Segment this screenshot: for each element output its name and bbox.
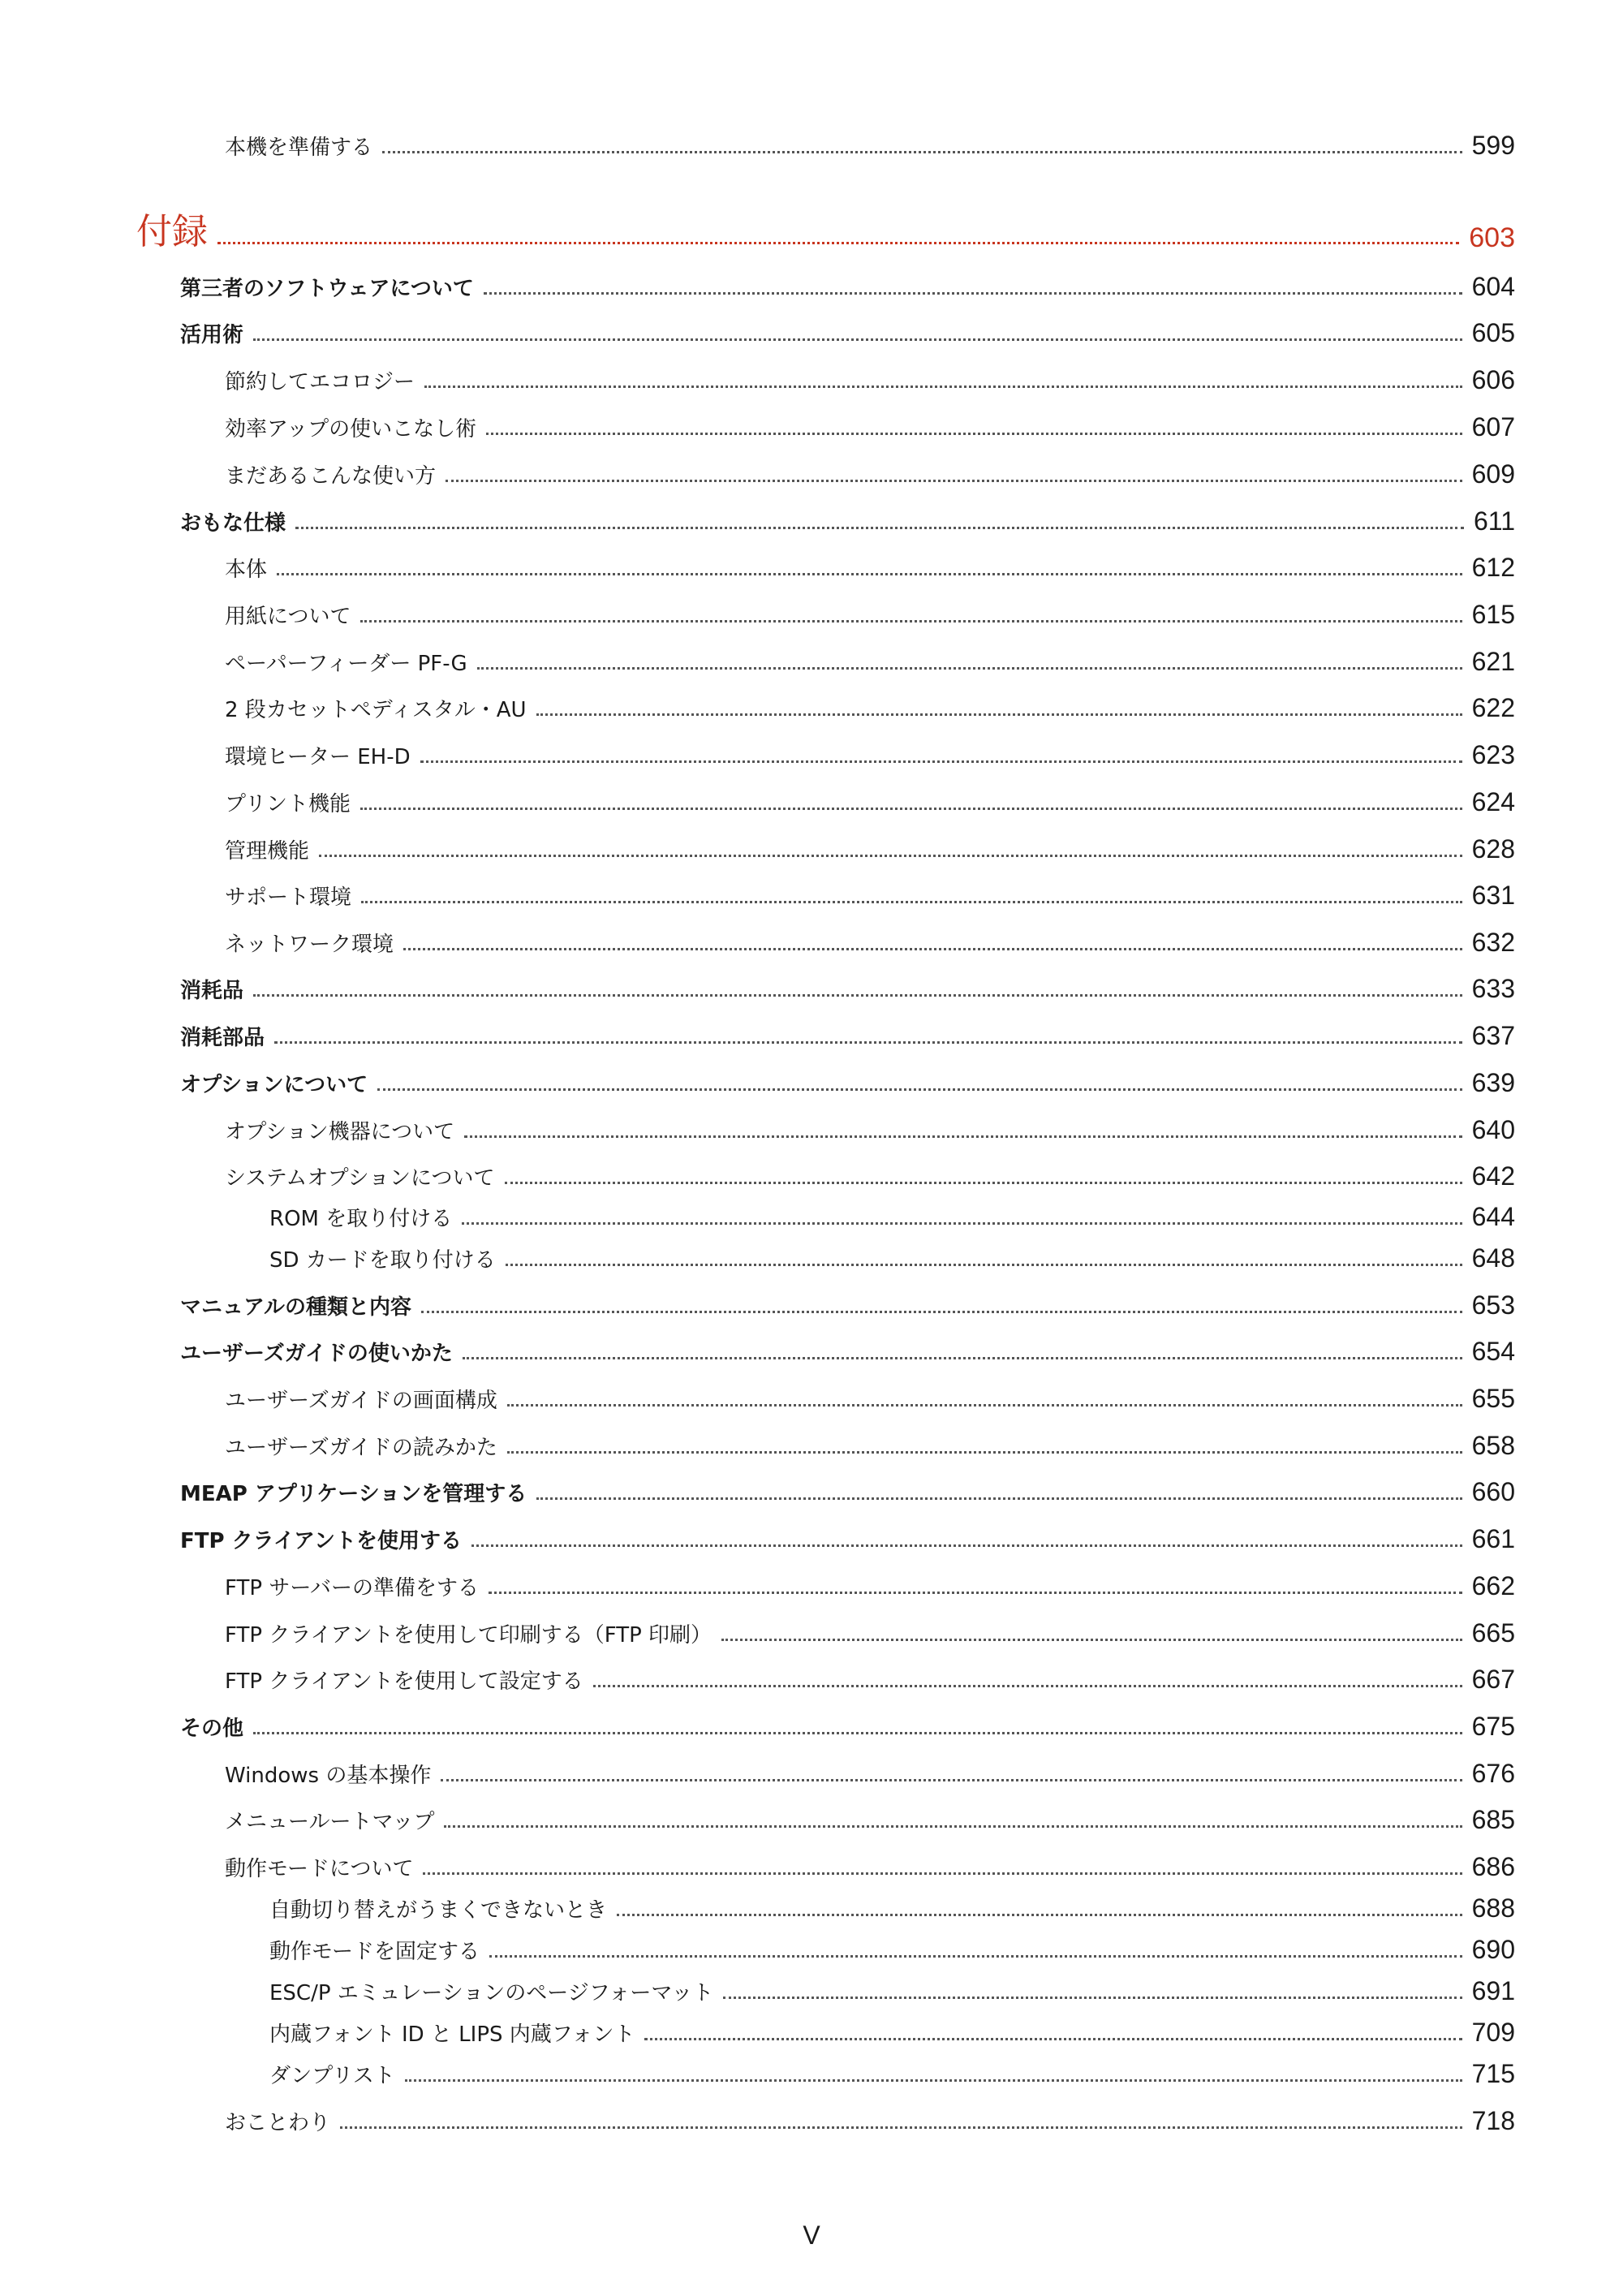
dot-leader bbox=[253, 994, 1462, 997]
toc-entry-title: ユーザーズガイドの読みかた bbox=[225, 1436, 497, 1460]
toc-subsection[interactable] bbox=[225, 596, 1515, 630]
dot-leader bbox=[253, 1732, 1462, 1734]
toc-section[interactable] bbox=[180, 970, 1515, 1004]
dot-leader bbox=[644, 2038, 1462, 2040]
toc-entry-title: まだあるこんな使い方 bbox=[225, 464, 437, 489]
toc-entry-page: 639 bbox=[1471, 1068, 1515, 1097]
toc-subsection[interactable] bbox=[225, 1567, 1515, 1601]
dot-leader bbox=[277, 573, 1462, 575]
toc-subsection[interactable] bbox=[225, 1111, 1515, 1145]
toc-subsection[interactable] bbox=[225, 1380, 1515, 1414]
toc-entry-page: 642 bbox=[1471, 1161, 1515, 1191]
dot-leader bbox=[506, 1264, 1462, 1266]
toc-section[interactable] bbox=[180, 1064, 1515, 1098]
toc-entry-title: MEAP アプリケーションを管理する bbox=[180, 1482, 527, 1506]
toc-subsection[interactable] bbox=[225, 736, 1515, 770]
dot-leader bbox=[295, 527, 1464, 529]
toc-section[interactable] bbox=[180, 1017, 1515, 1051]
toc-subsubsection[interactable] bbox=[269, 1889, 1515, 1923]
toc-entry-title: 活用術 bbox=[180, 323, 244, 347]
toc-entry-page: 658 bbox=[1471, 1431, 1515, 1460]
toc-subsection[interactable] bbox=[225, 1755, 1515, 1789]
toc-entry-title: ユーザーズガイドの使いかた bbox=[180, 1342, 453, 1366]
toc-entry-title: 自動切り替えがうまくできないとき bbox=[269, 1898, 608, 1923]
toc-entry-title: 本体 bbox=[225, 558, 268, 582]
toc-entry-page: 637 bbox=[1471, 1021, 1515, 1050]
toc-entry-page: 605 bbox=[1471, 318, 1515, 347]
toc-entry-title: SD カードを取り付ける bbox=[269, 1248, 496, 1273]
toc-subsection[interactable] bbox=[225, 1661, 1515, 1695]
dot-leader bbox=[405, 2079, 1462, 2082]
toc-chapter[interactable] bbox=[136, 205, 1515, 254]
toc-entry-page: 628 bbox=[1471, 834, 1515, 864]
toc-entry-title: 第三者のソフトウェアについて bbox=[180, 277, 474, 301]
toc-entry-title: FTP クライアントを使用して印刷する（FTP 印刷） bbox=[225, 1623, 712, 1648]
toc-entry-title: ユーザーズガイドの画面構成 bbox=[225, 1389, 497, 1413]
dot-leader bbox=[360, 808, 1462, 810]
toc-entry-page: 661 bbox=[1471, 1524, 1515, 1553]
toc-entry-page: 688 bbox=[1471, 1893, 1515, 1923]
toc-subsection[interactable] bbox=[225, 361, 1515, 395]
toc-subsection[interactable] bbox=[225, 408, 1515, 442]
dot-leader bbox=[617, 1914, 1462, 1916]
toc-entry-title: システムオプションについて bbox=[225, 1166, 495, 1191]
page-number: V bbox=[803, 2221, 820, 2250]
dot-leader bbox=[424, 386, 1462, 388]
dot-leader bbox=[441, 1779, 1462, 1781]
toc-entry-page: 607 bbox=[1471, 412, 1515, 442]
toc-entry-title: マニュアルの種類と内容 bbox=[180, 1295, 411, 1320]
toc-entry-page: 604 bbox=[1471, 272, 1515, 301]
toc-entry-title: おもな仕様 bbox=[180, 511, 286, 536]
dot-leader bbox=[361, 901, 1462, 903]
toc-entry-page: 603 bbox=[1469, 222, 1515, 253]
dot-leader bbox=[444, 1825, 1462, 1828]
toc-entry-page: 623 bbox=[1471, 740, 1515, 769]
dot-leader bbox=[489, 1955, 1462, 1958]
toc-section[interactable] bbox=[180, 1333, 1515, 1367]
toc-entry-title: ネットワーク環境 bbox=[225, 933, 394, 957]
toc-entry-page: 622 bbox=[1471, 693, 1515, 722]
toc-entry-page: 632 bbox=[1471, 928, 1515, 957]
toc-entry-page: 606 bbox=[1471, 365, 1515, 394]
dot-leader bbox=[593, 1685, 1462, 1687]
toc-section[interactable] bbox=[180, 502, 1515, 536]
toc-entry-title: 付録 bbox=[136, 211, 208, 252]
toc-subsection[interactable] bbox=[225, 877, 1515, 911]
toc-entry-title: FTP クライアントを使用して設定する bbox=[225, 1669, 583, 1694]
dot-leader bbox=[484, 292, 1462, 295]
toc-entry-page: 685 bbox=[1471, 1805, 1515, 1834]
toc-entry-title: 環境ヒーター EH-D bbox=[225, 745, 411, 769]
toc-section[interactable] bbox=[180, 1473, 1515, 1507]
toc-entry-page: 648 bbox=[1471, 1243, 1515, 1273]
toc-entry-title: 節約してエコロジー bbox=[225, 370, 415, 394]
toc-entry-page: 662 bbox=[1471, 1571, 1515, 1600]
toc-section[interactable] bbox=[180, 1708, 1515, 1742]
toc-section[interactable] bbox=[180, 314, 1515, 348]
toc-entry-page: 621 bbox=[1471, 647, 1515, 676]
toc-entry-title: ESC/P エミュレーションのページフォーマット bbox=[269, 1981, 714, 2005]
dot-leader bbox=[723, 1997, 1462, 1999]
toc-subsection[interactable] bbox=[225, 1427, 1515, 1461]
toc-entry-page: 611 bbox=[1473, 506, 1515, 536]
toc-entry-title: 消耗部品 bbox=[180, 1026, 265, 1050]
toc-subsection[interactable] bbox=[225, 549, 1515, 583]
toc-entry-page: 686 bbox=[1471, 1852, 1515, 1881]
dot-leader bbox=[721, 1639, 1462, 1641]
toc-subsection[interactable] bbox=[225, 2102, 1515, 2136]
dot-leader bbox=[536, 713, 1462, 716]
dot-leader bbox=[377, 1088, 1462, 1091]
toc-entry-page: 676 bbox=[1471, 1759, 1515, 1788]
toc-entry-title: おことわり bbox=[225, 2111, 331, 2135]
toc-entry-page: 615 bbox=[1471, 600, 1515, 629]
toc-entry-title: FTP クライアントを使用する bbox=[180, 1529, 463, 1553]
dot-leader bbox=[403, 948, 1462, 950]
toc-entry-title: 効率アップの使いこなし術 bbox=[225, 417, 477, 442]
toc-subsubsection[interactable] bbox=[269, 1198, 1515, 1232]
dot-leader bbox=[360, 620, 1462, 622]
dot-leader bbox=[477, 667, 1462, 670]
toc-entry-title: 内蔵フォント ID と LIPS 内蔵フォント bbox=[269, 2022, 635, 2047]
toc-subsection[interactable] bbox=[225, 1157, 1515, 1191]
dot-leader bbox=[274, 1041, 1462, 1044]
toc-entry-page: 644 bbox=[1471, 1202, 1515, 1231]
toc-entry-page: 599 bbox=[1471, 131, 1515, 160]
toc-entry-page: 609 bbox=[1471, 459, 1515, 489]
toc-subsection[interactable] bbox=[225, 1614, 1515, 1648]
toc-entry-page: 653 bbox=[1471, 1290, 1515, 1320]
toc-entry-page: 640 bbox=[1471, 1115, 1515, 1144]
toc-subsection[interactable] bbox=[225, 455, 1515, 489]
toc-entry-title: メニュールートマップ bbox=[225, 1810, 435, 1834]
dot-leader bbox=[217, 242, 1459, 244]
toc-entry-title: 本機を準備する bbox=[225, 136, 373, 160]
toc-subsection[interactable] bbox=[225, 689, 1515, 723]
dot-leader bbox=[446, 480, 1462, 482]
toc-subsection[interactable] bbox=[225, 924, 1515, 958]
toc-entry-title: プリント機能 bbox=[225, 792, 351, 816]
dot-leader bbox=[462, 1222, 1462, 1225]
toc-subsection[interactable] bbox=[225, 830, 1515, 864]
dot-leader bbox=[471, 1544, 1462, 1547]
dot-leader bbox=[340, 2126, 1462, 2129]
dot-leader bbox=[505, 1182, 1462, 1184]
toc-subsection[interactable] bbox=[225, 783, 1515, 817]
toc-subsection[interactable] bbox=[225, 127, 1515, 161]
toc-entry-page: 690 bbox=[1471, 1935, 1515, 1964]
toc-subsubsection[interactable] bbox=[269, 1931, 1515, 1965]
toc-entry-page: 654 bbox=[1471, 1337, 1515, 1366]
toc-subsubsection[interactable] bbox=[269, 2055, 1515, 2089]
dot-leader bbox=[253, 338, 1462, 341]
toc-subsubsection[interactable] bbox=[269, 2014, 1515, 2048]
dot-leader bbox=[507, 1404, 1462, 1406]
toc-entry-title: FTP サーバーの準備をする bbox=[225, 1576, 480, 1600]
toc-subsubsection[interactable] bbox=[269, 1239, 1515, 1273]
toc-entry-page: 660 bbox=[1471, 1477, 1515, 1506]
toc-entry-title: その他 bbox=[180, 1717, 244, 1741]
toc-entry-page: 631 bbox=[1471, 881, 1515, 910]
toc-entry-title: ペーパーフィーダー PF-G bbox=[225, 652, 467, 676]
toc-section[interactable] bbox=[180, 1520, 1515, 1554]
toc-entry-page: 612 bbox=[1471, 553, 1515, 582]
toc-entry-title: オプションについて bbox=[180, 1073, 368, 1097]
dot-leader bbox=[464, 1135, 1462, 1138]
toc-entry-title: ダンプリスト bbox=[269, 2064, 395, 2088]
toc-subsection[interactable] bbox=[225, 1801, 1515, 1835]
dot-leader bbox=[489, 1592, 1462, 1594]
toc-entry-page: 667 bbox=[1471, 1665, 1515, 1694]
dot-leader bbox=[319, 855, 1462, 857]
toc-entry-page: 718 bbox=[1471, 2106, 1515, 2135]
toc-entry-page: 715 bbox=[1471, 2059, 1515, 2088]
toc-entry-page: 633 bbox=[1471, 974, 1515, 1003]
toc-entry-page: 655 bbox=[1471, 1384, 1515, 1413]
dot-leader bbox=[421, 1311, 1462, 1313]
toc-entry-title: 2 段カセットペディスタル・AU bbox=[225, 698, 527, 722]
dot-leader bbox=[536, 1497, 1462, 1500]
dot-leader bbox=[382, 151, 1462, 153]
dot-leader bbox=[507, 1451, 1462, 1454]
toc-subsubsection[interactable] bbox=[269, 1972, 1515, 2006]
toc-subsection[interactable] bbox=[225, 1848, 1515, 1882]
toc-entry-title: ROM を取り付ける bbox=[269, 1207, 453, 1231]
toc-entry-title: Windows の基本操作 bbox=[225, 1764, 432, 1788]
toc-entry-page: 624 bbox=[1471, 787, 1515, 816]
dot-leader bbox=[463, 1357, 1462, 1359]
toc-entry-page: 691 bbox=[1471, 1976, 1515, 2005]
toc-entry-page: 675 bbox=[1471, 1712, 1515, 1741]
toc-section[interactable] bbox=[180, 268, 1515, 302]
toc-entry-title: 動作モードについて bbox=[225, 1857, 414, 1881]
toc-entry-title: オプション機器について bbox=[225, 1120, 455, 1144]
toc-section[interactable] bbox=[180, 1286, 1515, 1320]
toc-entry-title: 消耗品 bbox=[180, 979, 244, 1003]
toc-entry-title: 管理機能 bbox=[225, 839, 310, 864]
dot-leader bbox=[423, 1872, 1462, 1875]
dot-leader bbox=[420, 760, 1462, 763]
toc-entry-title: サポート環境 bbox=[225, 885, 352, 910]
toc-entry-page: 665 bbox=[1471, 1618, 1515, 1648]
toc-entry-title: 用紙について bbox=[225, 605, 351, 629]
toc-entry-page: 709 bbox=[1471, 2018, 1515, 2047]
toc-subsection[interactable] bbox=[225, 643, 1515, 677]
toc-entry-title: 動作モードを固定する bbox=[269, 1940, 480, 1964]
dot-leader bbox=[486, 433, 1462, 435]
